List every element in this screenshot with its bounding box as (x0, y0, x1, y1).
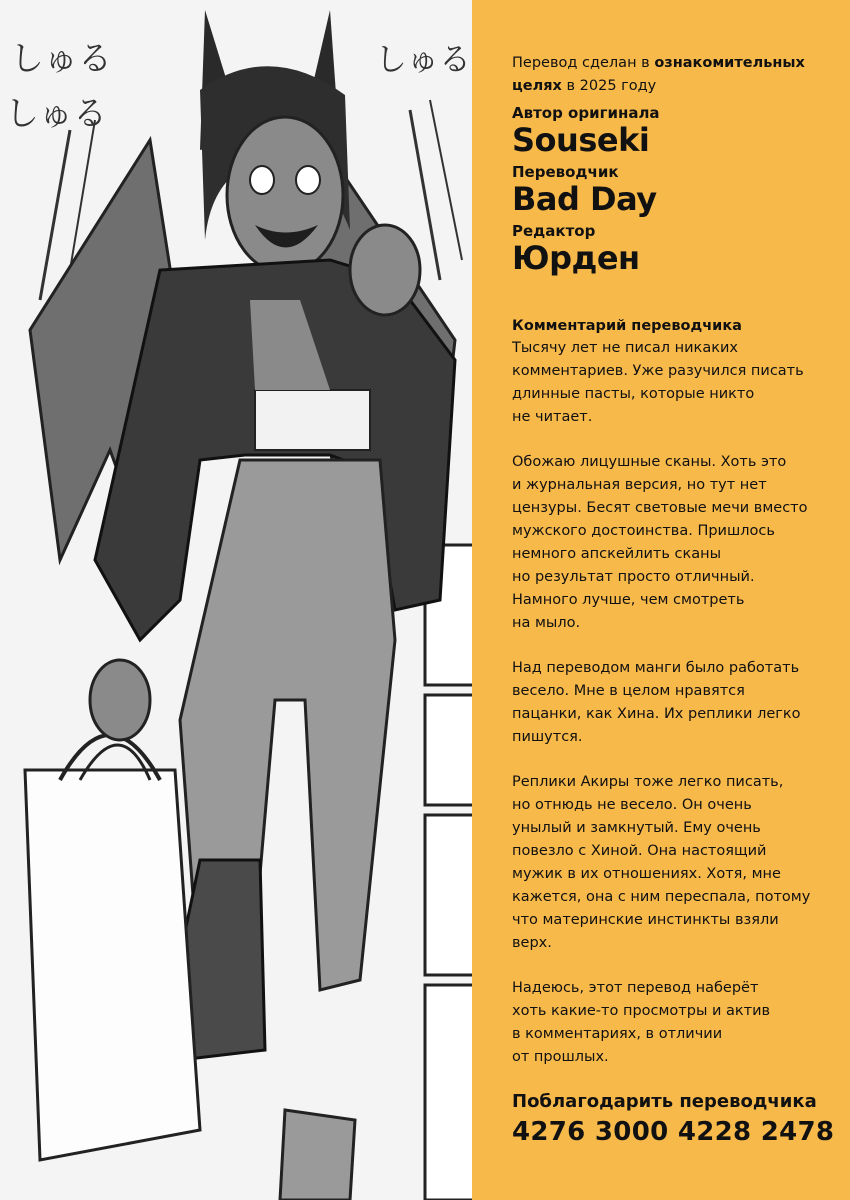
translator-label: Переводчик (512, 163, 619, 181)
translator-name: Bad Day (512, 180, 657, 218)
intro-bold: ознакомительных целях (512, 55, 805, 94)
thanks-label: Поблагодарить переводчика (512, 1091, 817, 1112)
sfx-text: しゅる (375, 40, 472, 78)
editor-name: Юрден (512, 239, 640, 277)
comment-title: Комментарий переводчика (512, 318, 742, 334)
comment-paragraph: Надеюсь, этот перевод наберёт хоть какие-то просмотры и актив в комментариях, в отличии от прошлых. (512, 980, 771, 1065)
author-name: Souseki (512, 121, 650, 159)
info-panel (472, 0, 850, 1200)
comment-paragraph: Над переводом манги было работать весело. Мне в целом нравятся пацанки, как Хина. Их реплики легко пишутся. (512, 660, 801, 745)
comment-paragraph: Обожаю лицушные сканы. Хоть это и журнальная версия, но тут нет цензуры. Бесят световые мечи вместо мужского достоинства. Пришлось немного апскейлить сканы но результат просто отличный. Намного лучше, чем смотреть на мыло. (512, 454, 808, 631)
intro-suffix: в 2025 году (561, 78, 657, 94)
comment-paragraph: Реплики Акиры тоже легко писать, но отнюдь не весело. Он очень унылый и замкнутый. Ему очень повезло с Хиной. Она настоящий мужик в их отношениях. Хотя, мне кажется, она с ним переспала, потому что материнские инстинкты взяли верх. (512, 774, 811, 951)
sfx-text: しゅる (5, 94, 107, 134)
card-number: 4276 3000 4228 2478 (512, 1117, 835, 1147)
intro-prefix: Перевод сделан в (512, 55, 655, 71)
comment-paragraph: Тысячу лет не писал никаких комментариев. Уже разучился писать длинные пасты, которые никто не читает. (512, 340, 804, 425)
author-label: Автор оригинала (512, 104, 660, 122)
translation-note (512, 52, 832, 98)
comment-body (512, 337, 832, 1091)
sfx-text: しゅる (10, 39, 112, 79)
credits-block (512, 52, 832, 281)
editor-label: Редактор (512, 222, 596, 240)
